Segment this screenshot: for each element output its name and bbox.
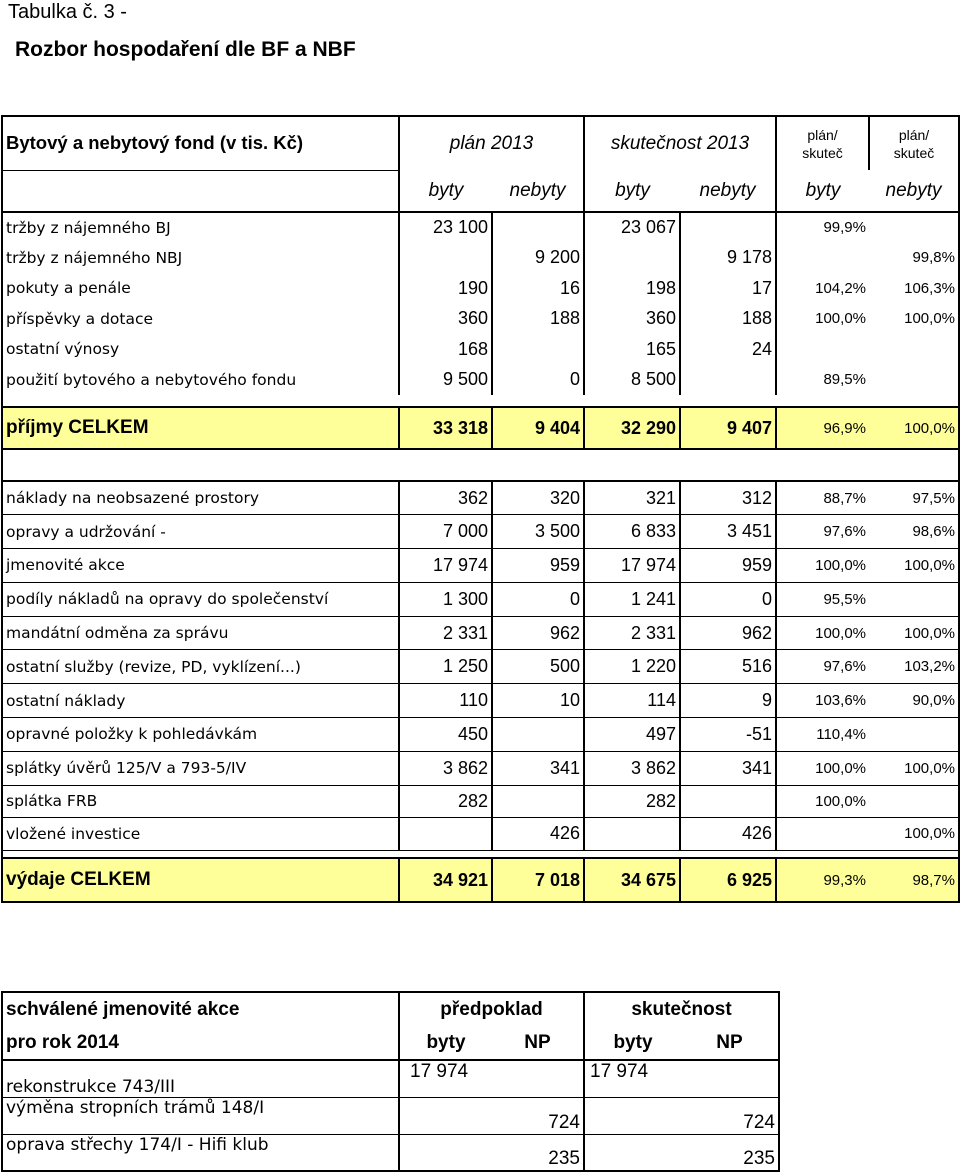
row-label: opravy a udržování -	[2, 515, 399, 549]
value-pb: 360	[399, 304, 492, 335]
value-sn	[680, 785, 776, 818]
value-rn	[869, 785, 959, 818]
value-sn: 3 451	[680, 515, 776, 549]
value-pn: 500	[492, 650, 584, 684]
value-pn: 10	[492, 684, 584, 718]
spacer-row	[2, 449, 959, 481]
actions-header-line1: schválené jmenovité akce	[2, 992, 399, 1026]
value-pb	[399, 243, 492, 274]
value-rb: 99,9%	[776, 212, 869, 243]
value-rn: 103,2%	[869, 650, 959, 684]
value-pb: 1 250	[399, 650, 492, 684]
actual-header: skutečnost 2013	[584, 116, 776, 170]
value-sn	[680, 365, 776, 396]
page-title: Rozbor hospodaření dle BF a NBF	[15, 38, 356, 61]
value-sb: 1 241	[584, 582, 680, 616]
value-sb: 8 500	[584, 365, 680, 396]
value-rb: 100,0%	[776, 751, 869, 785]
value-rb: 110,4%	[776, 718, 869, 752]
subheader-np: NP	[492, 1026, 584, 1060]
value-pn: 9 200	[492, 243, 584, 274]
value-pb	[399, 818, 492, 851]
value-sn: 959	[680, 549, 776, 583]
value-rn: 98,6%	[869, 515, 959, 549]
action-label: oprava střechy 174/I - Hifi klub	[2, 1134, 399, 1171]
value-pn: 0	[492, 582, 584, 616]
row-label: výdaje CELKEM	[2, 858, 399, 902]
value-sn: 9	[680, 684, 776, 718]
value-rb: 89,5%	[776, 365, 869, 396]
value-estimate-byty: 17 974	[399, 1060, 492, 1097]
empty-cell	[399, 850, 492, 858]
subheader-byty: byty	[584, 1026, 681, 1060]
value-sb	[584, 818, 680, 851]
value-rb: 100,0%	[776, 304, 869, 335]
value-pn: 341	[492, 751, 584, 785]
action-row	[2, 1060, 779, 1097]
empty-cell	[492, 850, 584, 858]
value-actual-byty: 17 974	[584, 1060, 681, 1097]
empty-cell	[680, 850, 776, 858]
value-sn: -51	[680, 718, 776, 752]
value-pn: 9 404	[492, 407, 584, 449]
expense-row	[2, 549, 959, 583]
subheader-byty: byty	[399, 170, 492, 212]
estimate-header: předpoklad	[399, 992, 584, 1026]
income-row	[2, 334, 959, 365]
budget-table	[1, 115, 960, 903]
value-sn: 9 178	[680, 243, 776, 274]
value-rb: 88,7%	[776, 481, 869, 515]
value-estimate-np: 724	[492, 1097, 584, 1134]
value-rb: 100,0%	[776, 785, 869, 818]
value-estimate-np: 235	[492, 1134, 584, 1171]
value-sn: 516	[680, 650, 776, 684]
value-actual-np: 724	[681, 1097, 779, 1134]
value-sb: 2 331	[584, 616, 680, 650]
expense-row	[2, 751, 959, 785]
expense-row	[2, 582, 959, 616]
row-label: náklady na neobsazené prostory	[2, 481, 399, 515]
value-sn: 188	[680, 304, 776, 335]
value-sb: 114	[584, 684, 680, 718]
value-sb: 34 675	[584, 858, 680, 902]
value-pb: 7 000	[399, 515, 492, 549]
value-rb: 96,9%	[776, 407, 869, 449]
empty-cell	[776, 850, 869, 858]
empty-cell	[584, 395, 680, 407]
row-label: použití bytového a nebytového fondu	[2, 365, 399, 396]
empty-cell	[869, 850, 959, 858]
value-actual-byty	[584, 1134, 681, 1171]
expense-total-row	[2, 858, 959, 902]
income-row	[2, 243, 959, 274]
value-sn: 24	[680, 334, 776, 365]
value-rb: 97,6%	[776, 515, 869, 549]
row-label: příspěvky a dotace	[2, 304, 399, 335]
income-row	[2, 212, 959, 243]
row-label: ostatní služby (revize, PD, vyklízení...)	[2, 650, 399, 684]
value-pb: 17 974	[399, 549, 492, 583]
value-sb: 32 290	[584, 407, 680, 449]
income-row	[2, 304, 959, 335]
value-sb: 198	[584, 273, 680, 304]
value-pb: 168	[399, 334, 492, 365]
value-estimate-np	[492, 1060, 584, 1097]
empty-cell	[492, 449, 584, 481]
value-sb: 321	[584, 481, 680, 515]
row-label: podíly nákladů na opravy do společenství	[2, 582, 399, 616]
subheader-byty: byty	[776, 170, 869, 212]
value-rn: 97,5%	[869, 481, 959, 515]
value-rb: 95,5%	[776, 582, 869, 616]
value-rn	[869, 365, 959, 396]
actions-header-row	[2, 992, 779, 1026]
empty-cell	[869, 449, 959, 481]
subheader-byty: byty	[399, 1026, 492, 1060]
value-pn: 959	[492, 549, 584, 583]
expense-row	[2, 785, 959, 818]
value-pn	[492, 212, 584, 243]
table-caption: Tabulka č. 3 -	[8, 1, 127, 23]
value-rn: 100,0%	[869, 818, 959, 851]
income-row	[2, 365, 959, 396]
action-label: výměna stropních trámů 148/I	[2, 1097, 399, 1134]
value-pn: 962	[492, 616, 584, 650]
value-pb: 9 500	[399, 365, 492, 396]
value-rn: 100,0%	[869, 549, 959, 583]
subheader-nebyty: nebyty	[680, 170, 776, 212]
ratio-label-2: skuteč	[893, 144, 935, 161]
value-rn: 99,8%	[869, 243, 959, 274]
value-pn	[492, 718, 584, 752]
empty-cell	[2, 395, 399, 407]
subheader-row	[2, 170, 959, 212]
actions-subheader-row	[2, 1026, 779, 1060]
value-sb: 165	[584, 334, 680, 365]
value-pb: 33 318	[399, 407, 492, 449]
value-sb: 17 974	[584, 549, 680, 583]
value-pn: 0	[492, 365, 584, 396]
row-label: pokuty a penále	[2, 273, 399, 304]
value-rn	[869, 212, 959, 243]
value-sb: 497	[584, 718, 680, 752]
value-sb: 6 833	[584, 515, 680, 549]
value-pn: 320	[492, 481, 584, 515]
row-label: splátka FRB	[2, 785, 399, 818]
expense-row	[2, 650, 959, 684]
row-label: vložené investice	[2, 818, 399, 851]
row-label: splátky úvěrů 125/V a 793-5/IV	[2, 751, 399, 785]
value-pb: 23 100	[399, 212, 492, 243]
value-pb: 282	[399, 785, 492, 818]
value-rn	[869, 334, 959, 365]
value-rn: 106,3%	[869, 273, 959, 304]
value-rn: 100,0%	[869, 304, 959, 335]
value-pn: 16	[492, 273, 584, 304]
value-sb: 3 862	[584, 751, 680, 785]
value-pb: 362	[399, 481, 492, 515]
value-rb	[776, 243, 869, 274]
empty-cell	[399, 449, 492, 481]
empty-cell	[869, 395, 959, 407]
value-sn: 341	[680, 751, 776, 785]
value-pn	[492, 785, 584, 818]
header-row	[2, 116, 959, 170]
value-sn: 426	[680, 818, 776, 851]
value-sn: 962	[680, 616, 776, 650]
value-sn	[680, 212, 776, 243]
empty-cell	[776, 449, 869, 481]
value-rn: 100,0%	[869, 616, 959, 650]
value-sb: 23 067	[584, 212, 680, 243]
value-rb: 100,0%	[776, 616, 869, 650]
empty-cell	[399, 395, 492, 407]
value-rb: 99,3%	[776, 858, 869, 902]
value-sn: 17	[680, 273, 776, 304]
expense-row	[2, 684, 959, 718]
expense-row	[2, 481, 959, 515]
actions-header-line2: pro rok 2014	[2, 1026, 399, 1060]
expense-row	[2, 616, 959, 650]
value-rn	[869, 582, 959, 616]
row-label: opravné položky k pohledávkám	[2, 718, 399, 752]
value-sn: 6 925	[680, 858, 776, 902]
value-pn: 3 500	[492, 515, 584, 549]
header-label: Bytový a nebytový fond (v tis. Kč)	[2, 116, 399, 170]
value-pn	[492, 334, 584, 365]
value-sn: 9 407	[680, 407, 776, 449]
value-estimate-byty	[399, 1134, 492, 1171]
value-actual-np	[681, 1060, 779, 1097]
expense-row	[2, 818, 959, 851]
action-row	[2, 1097, 779, 1134]
spacer-row	[2, 850, 959, 858]
value-sb: 360	[584, 304, 680, 335]
value-rn: 90,0%	[869, 684, 959, 718]
planned-actions-table	[1, 991, 780, 1172]
ratio-header-nebyty	[869, 116, 959, 170]
row-label: tržby z nájemného BJ	[2, 212, 399, 243]
empty-cell	[492, 395, 584, 407]
value-actual-np: 235	[681, 1134, 779, 1171]
empty-cell	[2, 449, 399, 481]
empty-cell	[584, 449, 680, 481]
value-pb: 3 862	[399, 751, 492, 785]
value-rb: 100,0%	[776, 549, 869, 583]
row-label: jmenovité akce	[2, 549, 399, 583]
value-sb: 1 220	[584, 650, 680, 684]
value-actual-byty	[584, 1097, 681, 1134]
value-rn: 100,0%	[869, 751, 959, 785]
value-rb: 103,6%	[776, 684, 869, 718]
subheader-np: NP	[681, 1026, 779, 1060]
value-pn: 426	[492, 818, 584, 851]
expense-row	[2, 515, 959, 549]
row-label: ostatní náklady	[2, 684, 399, 718]
subheader-nebyty: nebyty	[869, 170, 959, 212]
value-pb: 190	[399, 273, 492, 304]
value-pn: 188	[492, 304, 584, 335]
value-rn: 98,7%	[869, 858, 959, 902]
value-pb: 34 921	[399, 858, 492, 902]
empty-cell	[584, 850, 680, 858]
ratio-label-1: plán/	[898, 126, 930, 143]
row-label: tržby z nájemného NBJ	[2, 243, 399, 274]
value-sn: 0	[680, 582, 776, 616]
ratio-label-2: skuteč	[802, 144, 843, 161]
income-total-row	[2, 407, 959, 449]
value-pb: 2 331	[399, 616, 492, 650]
value-pb: 110	[399, 684, 492, 718]
value-rn	[869, 718, 959, 752]
spacer-row	[2, 395, 959, 407]
row-label: mandátní odměna za správu	[2, 616, 399, 650]
value-sn: 312	[680, 481, 776, 515]
value-rn: 100,0%	[869, 407, 959, 449]
value-pb: 450	[399, 718, 492, 752]
empty-cell	[776, 395, 869, 407]
actual-header: skutečnost	[584, 992, 779, 1026]
empty-cell	[2, 850, 399, 858]
row-label: příjmy CELKEM	[2, 407, 399, 449]
value-sb: 282	[584, 785, 680, 818]
ratio-header-byty	[776, 116, 869, 170]
value-rb: 104,2%	[776, 273, 869, 304]
subheader-nebyty: nebyty	[492, 170, 584, 212]
empty-cell	[2, 170, 399, 212]
plan-header: plán 2013	[399, 116, 584, 170]
empty-cell	[680, 449, 776, 481]
row-label: ostatní výnosy	[2, 334, 399, 365]
value-rb	[776, 818, 869, 851]
ratio-label-1: plán/	[807, 126, 838, 143]
value-rb	[776, 334, 869, 365]
empty-cell	[680, 395, 776, 407]
value-sb	[584, 243, 680, 274]
income-row	[2, 273, 959, 304]
value-pb: 1 300	[399, 582, 492, 616]
value-rb: 97,6%	[776, 650, 869, 684]
action-row	[2, 1134, 779, 1171]
subheader-byty: byty	[584, 170, 680, 212]
value-pn: 7 018	[492, 858, 584, 902]
value-estimate-byty	[399, 1097, 492, 1134]
action-label: rekonstrukce 743/III	[2, 1060, 399, 1097]
expense-row	[2, 718, 959, 752]
